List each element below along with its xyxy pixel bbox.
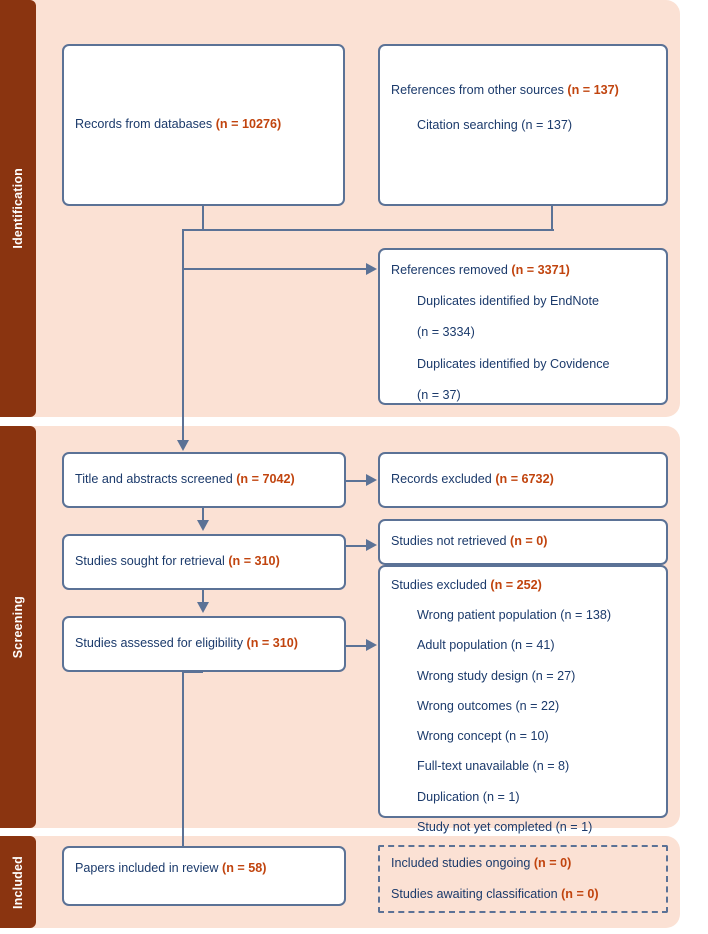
not-retrieved-line-0: Studies not retrieved (n = 0) [391,534,548,549]
arrow-right-to-studies-excluded [366,639,377,651]
box-studies-excluded-content [380,579,622,834]
studies-excluded-line-3: Wrong study design (n = 27) [417,668,576,683]
box-ongoing-awaiting-content [380,857,610,900]
studies-excluded-line-2: Adult population (n = 41) [417,638,555,653]
box-studies-sought-retrieval-content [64,555,291,568]
box-records-from-databases [62,44,345,206]
connector-merge-horizontal [182,229,554,231]
connector-title-to-records-excluded [346,480,367,482]
box-studies-assessed-eligibility [62,616,346,672]
records-databases-line-0: Records from databases (n = 10276) [75,117,282,132]
arrow-down-to-sought-retrieval [197,520,209,531]
arrow-right-to-references-removed [366,263,377,275]
box-records-excluded [378,452,668,508]
connector-other-sources-down [551,205,553,231]
sidebar-included-text: Included [11,855,25,909]
connector-databases-down [202,205,204,231]
arrow-right-to-not-retrieved [366,539,377,551]
ongoing-awaiting-line-1: Studies awaiting classification (n = 0) [391,886,599,901]
sidebar-screening-text: Screening [11,595,25,659]
studies-excluded-line-5: Wrong concept (n = 10) [417,729,549,744]
studies-excluded-line-1: Wrong patient population (n = 138) [417,608,612,623]
box-title-abstracts-screened-content [64,473,306,486]
box-references-other-sources [378,44,668,206]
sidebar-label-screening [0,426,36,828]
papers-included-line-0: Papers included in review (n = 58) [75,861,267,875]
references-removed-line-1: Duplicates identified by EndNote [417,294,600,309]
box-references-removed-content [380,264,621,402]
box-references-other-sources-content [380,84,630,132]
records-excluded-line-0: Records excluded (n = 6732) [391,472,554,487]
arrow-down-to-title-screened [177,440,189,451]
assessed-eligibility-line-0: Studies assessed for eligibility (n = 310) [75,636,298,651]
references-removed-line-3: Duplicates identified by Covidence [417,356,610,371]
box-studies-not-retrieved-content [380,535,558,548]
titles-screened-line-0: Title and abstracts screened (n = 7042) [75,472,295,487]
references-other-line-1: Citation searching (n = 137) [417,118,573,133]
studies-excluded-line-0: Studies excluded (n = 252) [391,578,542,592]
sidebar-label-included [0,836,36,928]
box-ongoing-awaiting-classification [378,845,668,913]
references-removed-line-0: References removed (n = 3371) [391,263,570,277]
connector-main-trunk [182,229,184,442]
studies-excluded-line-8: Study not yet completed (n = 1) [417,819,593,834]
connector-branch-references-removed [182,268,367,270]
box-papers-included-review [62,846,346,906]
connector-assessed-to-included [182,671,184,848]
connector-assessed-to-studies-excluded [346,645,367,647]
sidebar-identification-text: Identification [11,168,25,249]
ongoing-awaiting-line-0: Included studies ongoing (n = 0) [391,856,572,871]
box-papers-included-review-content [64,862,277,875]
arrow-right-to-records-excluded [366,474,377,486]
box-references-removed [378,248,668,405]
sidebar-label-identification [0,0,36,417]
arrow-down-to-assessed-eligibility [197,602,209,613]
connector-sought-to-not-retrieved [346,545,367,547]
box-studies-sought-retrieval [62,534,346,590]
studies-excluded-line-4: Wrong outcomes (n = 22) [417,698,560,713]
references-removed-line-4: (n = 37) [417,387,461,402]
box-studies-assessed-eligibility-content [64,637,309,650]
studies-excluded-line-7: Duplication (n = 1) [417,789,520,804]
references-removed-line-2: (n = 3334) [417,325,475,340]
box-studies-not-retrieved [378,519,668,565]
studies-excluded-line-6: Full-text unavailable (n = 8) [417,759,570,774]
box-title-abstracts-screened [62,452,346,508]
box-records-from-databases-content [64,118,292,131]
references-other-line-0: References from other sources (n = 137) [391,83,619,97]
box-records-excluded-content [380,473,565,486]
sought-retrieval-line-0: Studies sought for retrieval (n = 310) [75,554,280,569]
box-studies-excluded [378,565,668,834]
